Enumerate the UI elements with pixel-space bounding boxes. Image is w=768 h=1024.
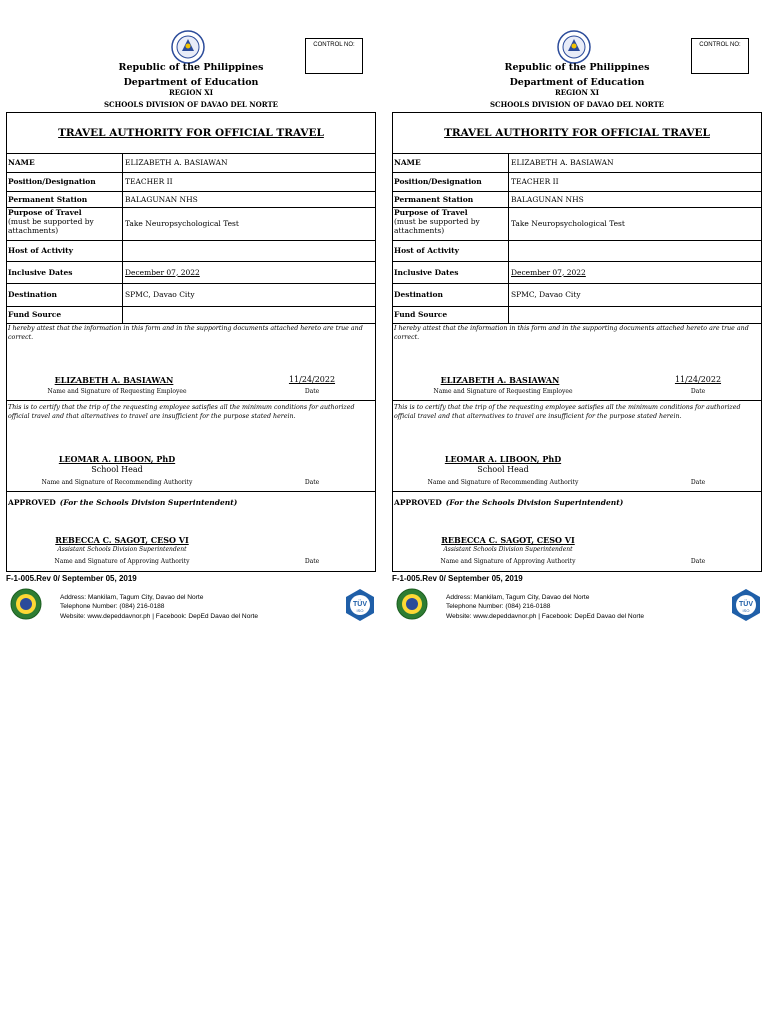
row-purpose — [7, 207, 375, 241]
form-title: TRAVEL AUTHORITY FOR OFFICIAL TRAVEL — [7, 113, 375, 154]
recommender-caption: Name and Signature of Recommending Authority — [41, 479, 193, 486]
row-fund — [393, 306, 761, 324]
name-value[interactable]: ELIZABETH A. BASIAWAN — [511, 158, 614, 167]
approver-name: REBECCA C. SAGOT, CESO VI — [441, 535, 575, 545]
destination-label: Destination — [393, 283, 509, 306]
attestation-text: I hereby attest that the information in this form and in the supporting documents attached hereto are true and correct. — [394, 325, 749, 341]
host-label: Host of Activity — [393, 240, 509, 261]
form-title: TRAVEL AUTHORITY FOR OFFICIAL TRAVEL — [393, 113, 761, 154]
deped-seal-icon — [171, 30, 205, 64]
header-region: REGION XI — [168, 88, 214, 97]
row-station — [7, 191, 375, 208]
row-host — [7, 240, 375, 262]
fund-value[interactable] — [511, 306, 761, 323]
approver-caption: Name and Signature of Approving Authority — [440, 558, 576, 565]
footer-contact — [60, 593, 258, 621]
purpose-label: Purpose of Travel (must be supported by attachments) — [7, 207, 123, 240]
row-destination — [393, 283, 761, 307]
division-seal-icon — [10, 588, 42, 620]
requester-name: ELIZABETH A. BASIAWAN — [54, 375, 174, 385]
requester-date-caption: Date — [690, 388, 706, 395]
recommender-name: LEOMAR A. LIBOON, PhD — [444, 454, 562, 464]
form-box — [392, 112, 762, 572]
position-label: Position/Designation — [7, 172, 123, 191]
recommender-name: LEOMAR A. LIBOON, PhD — [58, 454, 176, 464]
fund-value[interactable] — [125, 306, 375, 323]
destination-value[interactable]: SPMC, Davao City — [511, 290, 581, 299]
station-value[interactable]: BALAGUNAN NHS — [125, 194, 198, 204]
requester-date: 11/24/2022 — [674, 375, 722, 384]
position-label: Position/Designation — [393, 172, 509, 191]
station-value[interactable]: BALAGUNAN NHS — [511, 194, 584, 204]
divider — [7, 400, 375, 401]
destination-label: Destination — [7, 283, 123, 306]
dates-label: Inclusive Dates — [7, 261, 123, 283]
row-destination — [7, 283, 375, 307]
position-value[interactable]: TEACHER II — [511, 177, 559, 186]
recommender-date-caption: Date — [690, 479, 706, 486]
attestation-text: I hereby attest that the information in this form and in the supporting documents attached hereto are true and correct. — [8, 325, 363, 341]
header-division: SCHOOLS DIVISION OF DAVAO DEL NORTE — [489, 100, 664, 109]
name-label: NAME — [393, 153, 509, 172]
row-dates — [7, 261, 375, 284]
recommender-title: School Head — [477, 465, 529, 474]
requester-name: ELIZABETH A. BASIAWAN — [440, 375, 560, 385]
approver-title: Assistant Schools Division Superintendent — [57, 546, 187, 553]
approver-name: REBECCA C. SAGOT, CESO VI — [55, 535, 189, 545]
form-revision: F-1-005.Rev 0/ September 05, 2019 — [392, 574, 523, 583]
footer-phone: Telephone Number: (084) 216-0188 — [60, 603, 165, 611]
dates-value[interactable]: December 07, 2022 — [125, 267, 200, 277]
footer-website: Website: www.depeddavnor.ph | Facebook: DepEd Davao del Norte — [446, 612, 645, 620]
header-republic: Republic of the Philippines — [118, 62, 264, 73]
position-value[interactable]: TEACHER II — [125, 177, 173, 186]
header-division: SCHOOLS DIVISION OF DAVAO DEL NORTE — [103, 100, 278, 109]
header-department: Department of Education — [123, 77, 259, 88]
row-host — [393, 240, 761, 262]
certification-text: This is to certify that the trip of the requesting employee satisfies all the minimum conditions for authorized official travel and that alternatives to travel are insufficient for the purpose stated herein. — [394, 404, 741, 420]
approver-date-caption: Date — [690, 558, 706, 565]
division-seal-icon — [396, 588, 428, 620]
host-label: Host of Activity — [7, 240, 123, 261]
requester-caption: Name and Signature of Requesting Employee — [47, 388, 187, 395]
header-republic: Republic of the Philippines — [504, 62, 650, 73]
deped-seal-icon — [557, 30, 591, 64]
name-label: NAME — [7, 153, 123, 172]
row-station — [393, 191, 761, 208]
control-number-label: CONTROL NO: — [313, 42, 355, 48]
approver-title: Assistant Schools Division Superintendent — [443, 546, 573, 553]
approved-note: (For the Schools Division Superintendent) — [59, 498, 238, 507]
tuv-certification-icon — [343, 588, 377, 622]
footer-website: Website: www.depeddavnor.ph | Facebook: DepEd Davao del Norte — [60, 612, 259, 620]
divider — [393, 400, 761, 401]
host-value[interactable] — [511, 240, 761, 261]
approver-date-caption: Date — [304, 558, 320, 565]
recommender-title: School Head — [91, 465, 143, 474]
purpose-note: (must be supported by attachments) — [8, 217, 94, 235]
footer-address: Address: Mankilam, Tagum City, Davao del Norte — [60, 594, 204, 601]
row-fund — [7, 306, 375, 324]
host-value[interactable] — [125, 240, 375, 261]
fund-label: Fund Source — [393, 306, 509, 323]
row-purpose — [393, 207, 761, 241]
purpose-value[interactable]: Take Neuropsychological Test — [125, 219, 239, 228]
purpose-note: (must be supported by attachments) — [394, 217, 480, 235]
tuv-logo-sub: ISO — [742, 608, 750, 613]
dates-value[interactable]: December 07, 2022 — [511, 267, 586, 277]
row-name — [393, 153, 761, 173]
form-box — [6, 112, 376, 572]
row-name — [7, 153, 375, 173]
fund-label: Fund Source — [7, 306, 123, 323]
form-revision: F-1-005.Rev 0/ September 05, 2019 — [6, 574, 137, 583]
divider — [7, 491, 375, 492]
approver-caption: Name and Signature of Approving Authority — [54, 558, 190, 565]
tuv-certification-icon — [729, 588, 763, 622]
footer-address: Address: Mankilam, Tagum City, Davao del Norte — [446, 594, 590, 601]
row-dates — [393, 261, 761, 284]
approved-label: APPROVED (For the Schools Division Superintendent) — [8, 498, 238, 507]
dates-label: Inclusive Dates — [393, 261, 509, 283]
recommender-date-caption: Date — [304, 479, 320, 486]
tuv-logo-text: TÜV — [353, 601, 367, 608]
destination-value[interactable]: SPMC, Davao City — [125, 290, 195, 299]
row-position — [7, 172, 375, 192]
requester-caption: Name and Signature of Requesting Employee — [433, 388, 573, 395]
row-position — [393, 172, 761, 192]
name-value[interactable]: ELIZABETH A. BASIAWAN — [125, 158, 228, 167]
header-region: REGION XI — [554, 88, 600, 97]
approved-label: APPROVED (For the Schools Division Superintendent) — [394, 498, 624, 507]
form-copy-left — [6, 0, 382, 640]
tuv-logo-text: TÜV — [739, 601, 753, 608]
purpose-value[interactable]: Take Neuropsychological Test — [511, 219, 625, 228]
requester-date-caption: Date — [304, 388, 320, 395]
footer-phone: Telephone Number: (084) 216-0188 — [446, 603, 551, 611]
form-copy-right — [392, 0, 768, 640]
header-department: Department of Education — [509, 77, 645, 88]
purpose-label: Purpose of Travel (must be supported by attachments) — [393, 207, 509, 240]
tuv-logo-sub: ISO — [356, 608, 364, 613]
requester-date: 11/24/2022 — [288, 375, 336, 384]
certification-text: This is to certify that the trip of the requesting employee satisfies all the minimum conditions for authorized official travel and that alternatives to travel are insufficient for the purpose stated herein. — [8, 404, 355, 420]
station-label: Permanent Station — [7, 191, 123, 207]
recommender-caption: Name and Signature of Recommending Authority — [427, 479, 579, 486]
divider — [393, 491, 761, 492]
station-label: Permanent Station — [393, 191, 509, 207]
control-number-label: CONTROL NO: — [699, 42, 741, 48]
footer-contact — [446, 593, 644, 621]
approved-note: (For the Schools Division Superintendent) — [445, 498, 624, 507]
